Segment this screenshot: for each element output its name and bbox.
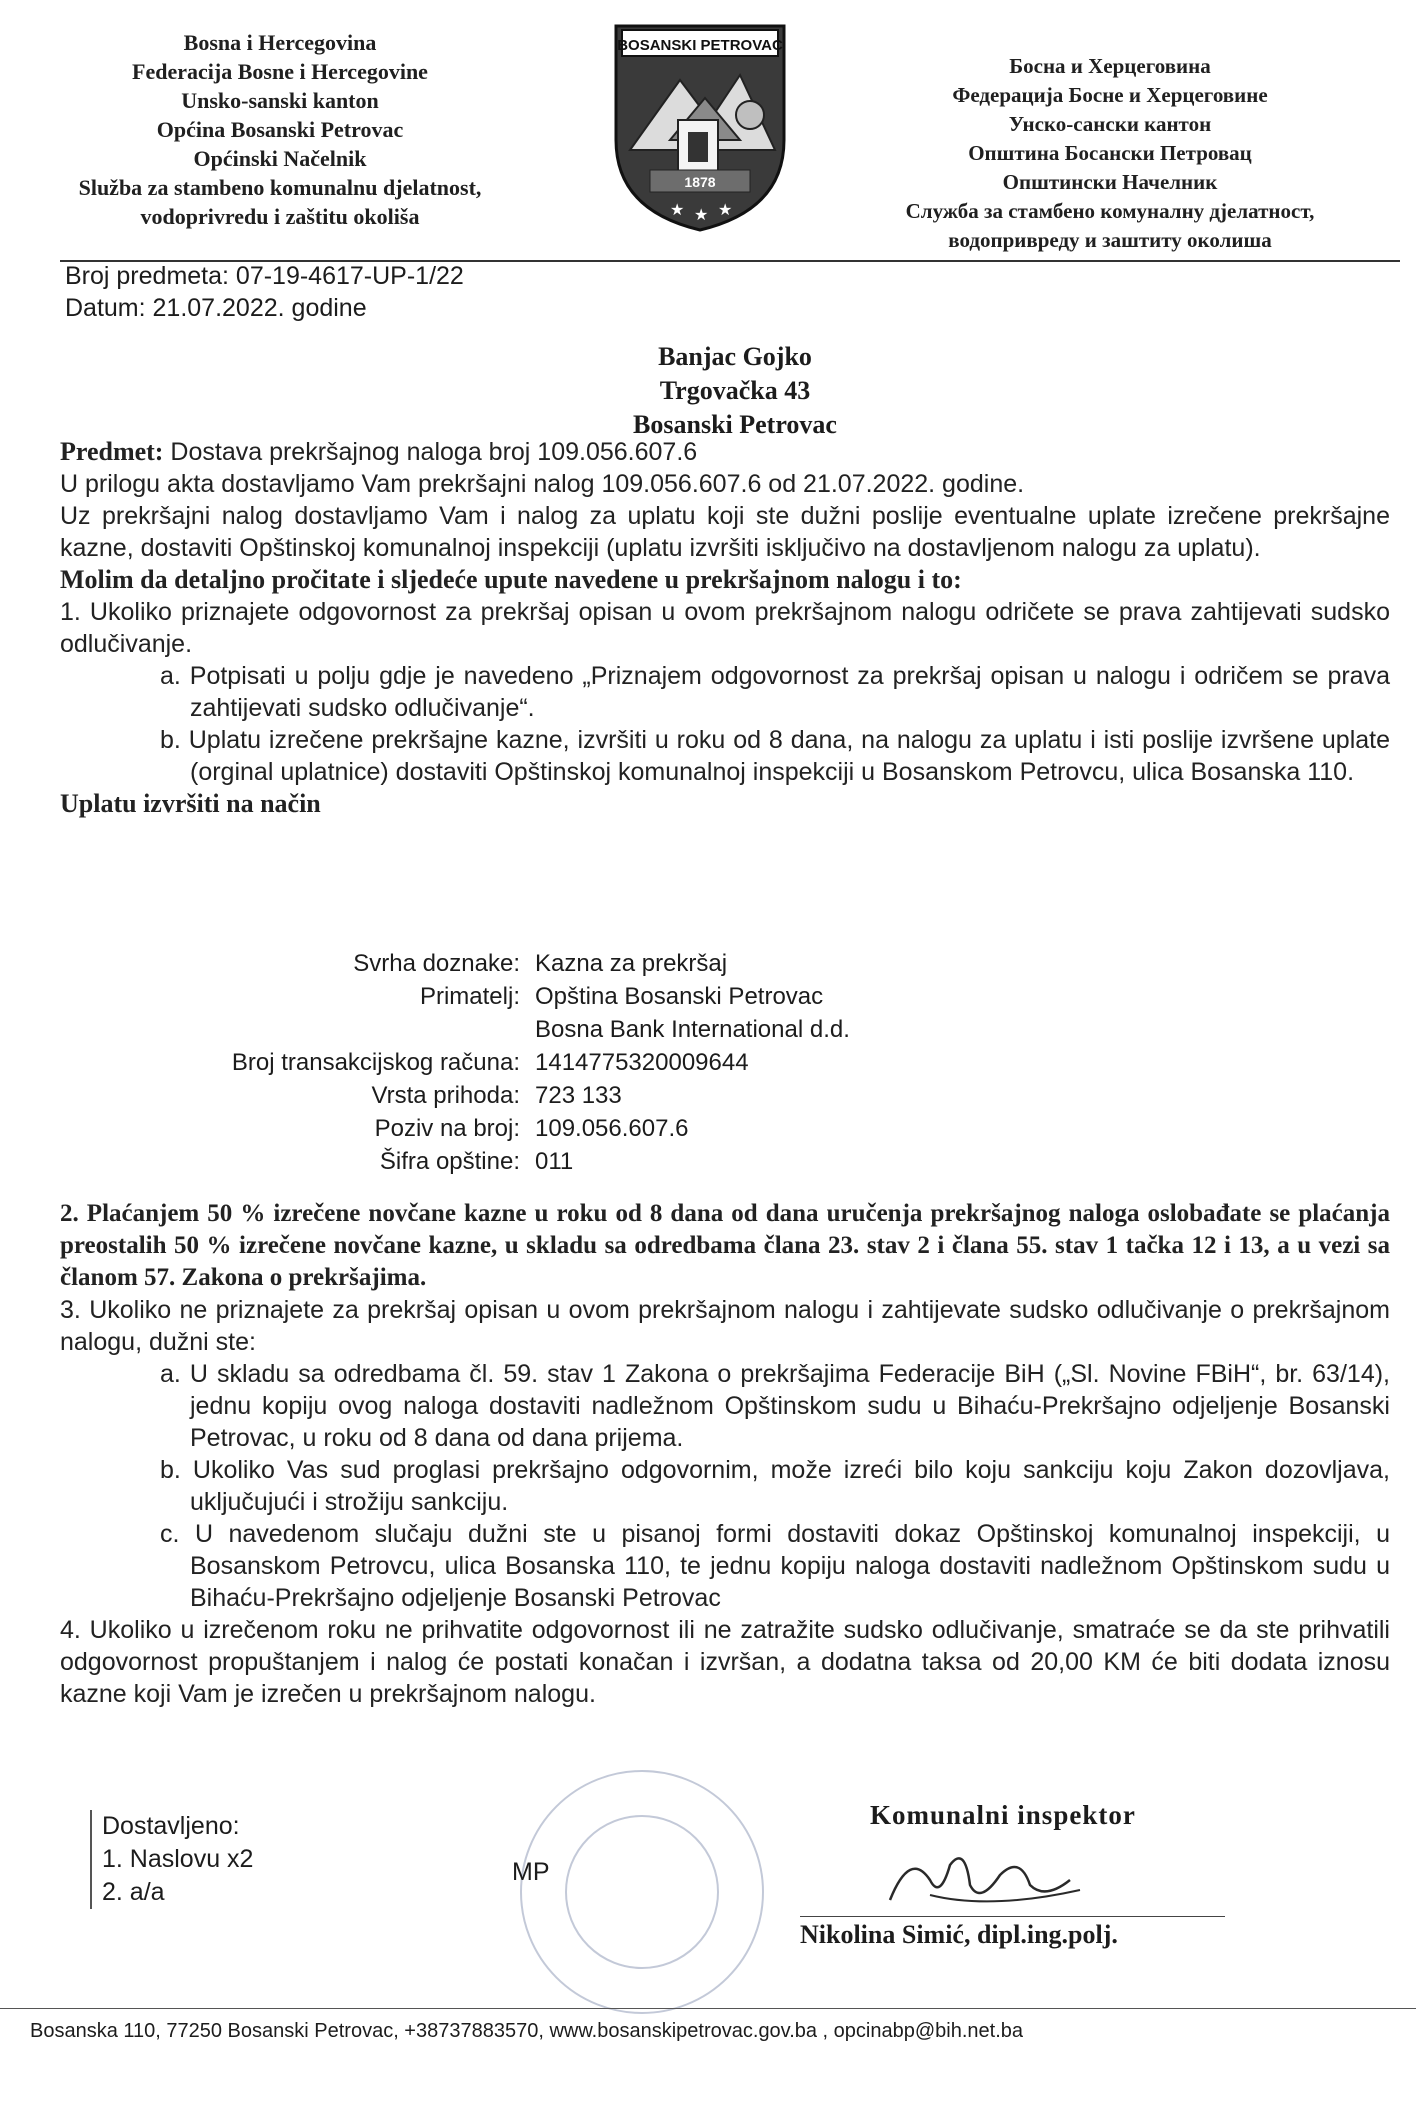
payment-value: Opština Bosanski Petrovac [535, 983, 824, 1010]
header-left-line: Općina Bosanski Petrovac [156, 117, 404, 142]
payment-label: Šifra opštine: [379, 1148, 520, 1175]
coat-of-arms-year: 1878 [684, 174, 716, 190]
header-left-line: vodoprivredu i zaštitu okoliša [140, 204, 420, 229]
document-body-continued [60, 1198, 1390, 1710]
payment-details [0, 950, 1416, 1200]
header-right [830, 52, 1390, 255]
delivered-item: 2. a/a [102, 1878, 165, 1906]
payment-heading: Uplatu izvršiti na način [60, 789, 321, 818]
header-right-line: Унско-сански кантон [1008, 112, 1212, 136]
header-right-line: Општина Босански Петровац [968, 141, 1252, 165]
paragraph-attachment: U prilogu akta dostavljamo Vam prekršajni nalog 109.056.607.6 od 21.07.2022. godine. [60, 470, 1025, 498]
header-right-line: водопривреду и заштиту околиша [948, 228, 1272, 252]
instruction-item-3a: a. U skladu sa odredbama čl. 59. stav 1 Zakona o prekršajima Federacije BiH („Sl. Novine FBiH“, br. 63/14), jednu kopiju ovog naloga dostaviti nadležnom Opštinskom sudu u Bihaću-Prekršajno odjeljenje Bosanski Petrovac, u roku od 8 dana od dana prijema. [160, 1360, 1390, 1452]
document-body [60, 436, 1390, 820]
footer-contact: Bosanska 110, 77250 Bosanski Petrovac, +38737883570, www.bosanskipetrovac.gov.ba , opcinabp@bih.net.ba [30, 2020, 1024, 2042]
recipient-block [500, 340, 970, 442]
header-left-line: Služba za stambeno komunalnu djelatnost, [78, 175, 482, 200]
signature-role: Komunalni inspektor [870, 1800, 1136, 1830]
instruction-item-1: 1. Ukoliko priznajete odgovornost za prekršaj opisan u ovom prekršajnom nalogu odričete se prava zahtijevati sudsko odlučivanje. [60, 598, 1390, 658]
instruction-item-3b: b. Ukoliko Vas sud proglasi prekršajno odgovornim, može izreći bilo koju sankciju koju Zakon dozovljava, uključujući i strožiju sankciju. [160, 1456, 1390, 1516]
footer-divider [0, 2008, 1416, 2009]
subject-label: Predmet: [60, 437, 164, 466]
payment-label: Vrsta prihoda: [371, 1082, 520, 1109]
instruction-item-3: 3. Ukoliko ne priznajete za prekršaj opisan u ovom prekršajnom nalogu i zahtijevate sudsko odlučivanje o prekršajnom nalogu, dužni ste: [60, 1296, 1390, 1356]
svg-text:★: ★ [670, 202, 685, 219]
header-left-line: Bosna i Hercegovina [183, 30, 377, 55]
header-left-line: Federacija Bosne i Hercegovine [132, 59, 428, 84]
delivered-block [90, 1810, 253, 1909]
svg-text:★: ★ [718, 202, 733, 219]
header-left [40, 28, 520, 231]
payment-label: Broj transakcijskog računa: [231, 1049, 520, 1076]
payment-label: Primatelj: [419, 983, 520, 1010]
payment-value: 109.056.607.6 [535, 1115, 689, 1142]
payment-value: Kazna za prekršaj [535, 950, 728, 977]
instructions-heading: Molim da detaljno pročitate i sljedeće upute navedene u prekršajnom nalogu i to: [60, 565, 962, 594]
payment-value: Bosna Bank International d.d. [535, 1016, 850, 1043]
instruction-item-4: 4. Ukoliko u izrečenom roku ne prihvatite odgovornost ili ne zatražite sudsko odlučivanje, smatraće se da ste prihvatili odgovornost propuštanjem i nalog će postati konačan i izvršan, a dodatna taksa od 20,00 KM će biti dodata iznosu kazne koji Vam je izrečen u prekršajnom nalogu. [60, 1616, 1390, 1708]
mp-mark: MP [512, 1858, 550, 1886]
coat-of-arms-title: BOSANSKI PETROVAC [617, 37, 783, 54]
header-right-line: Општински Начелник [1002, 170, 1218, 194]
recipient-city: Bosanski Petrovac [633, 410, 837, 439]
instruction-item-2: 2. Plaćanjem 50 % izrečene novčane kazne u roku od 8 dana od dana uručenja prekršajnog naloga oslobađate se plaćanja preostalih 50 % izrečene novčane kazne, u skladu sa odredbama člana 23. stav 2 i člana 55. stav 1 tačka 12 i 13, a u vezi sa članom 57. Zakona o prekršajima. [60, 1200, 1390, 1291]
header-left-line: Općinski Načelnik [193, 146, 367, 171]
delivered-title: Dostavljeno: [102, 1812, 240, 1840]
instruction-item-1a: a. Potpisati u polju gdje je navedeno „Priznajem odgovornost za prekršaj opisan u nalogu i odričem se prava zahtijevati sudsko odlučivanje“. [160, 662, 1390, 722]
payment-value: 1414775320009644 [535, 1049, 749, 1076]
coat-of-arms-icon [610, 20, 790, 235]
header-right-line: Босна и Херцеговина [1009, 54, 1211, 78]
instruction-item-1b: b. Uplatu izrečene prekršajne kazne, izvršiti u roku od 8 dana, na nalogu za uplatu i isti poslije izvršene uplate (orginal uplatnice) dostaviti Opštinskoj komunalnoj inspekciji u Bosanskom Petrovcu, ulica Bosanska 110. [160, 726, 1390, 786]
document-date: Datum: 21.07.2022. godine [65, 294, 367, 322]
subject-text: Dostava prekršajnog naloga broj 109.056.607.6 [163, 438, 698, 466]
signature-name: Nikolina Simić, dipl.ing.polj. [800, 1920, 1118, 1949]
instruction-item-3c: c. U navedenom slučaju dužni ste u pisanoj formi dostaviti dokaz Opštinskoj komunalnoj inspekciji, u Bosanskom Petrovcu, ulica Bosanska 110, te jednu kopiju naloga dostaviti nadležnom Opštinskom sudu u Bihaću-Prekršajno odjeljenje Bosanski Petrovac [160, 1520, 1390, 1612]
payment-value: 011 [535, 1148, 574, 1175]
official-stamp-inner-icon [565, 1815, 719, 1969]
subject-line [60, 436, 1390, 468]
recipient-name: Banjac Gojko [658, 342, 812, 371]
payment-label: Poziv na broj: [374, 1115, 520, 1142]
signature-line [800, 1916, 1225, 1917]
recipient-street: Trgovačka 43 [659, 376, 811, 405]
handwritten-signature-icon [870, 1840, 1100, 1920]
svg-text:★: ★ [694, 207, 709, 224]
payment-value: 723 133 [535, 1082, 622, 1109]
delivered-item: 1. Naslovu x2 [102, 1845, 254, 1873]
header-right-line: Федерација Босне и Херцеговине [952, 83, 1268, 107]
payment-label: Svrha doznake: [353, 950, 520, 977]
paragraph-payment-order: Uz prekršajni nalog dostavljamo Vam i nalog za uplatu koji ste dužni poslije eventualne uplate izrečene prekršajne kazne, dostaviti Opštinskoj komunalnoj inspekciji (uplatu izvršiti isključivo na dostavljenom nalogu za uplatu). [60, 502, 1390, 562]
header-left-line: Unsko-sanski kanton [181, 88, 379, 113]
case-number: Broj predmeta: 07-19-4617-UP-1/22 [65, 262, 464, 290]
header-right-line: Служба за стамбено комуналну дјелатност, [905, 199, 1315, 223]
